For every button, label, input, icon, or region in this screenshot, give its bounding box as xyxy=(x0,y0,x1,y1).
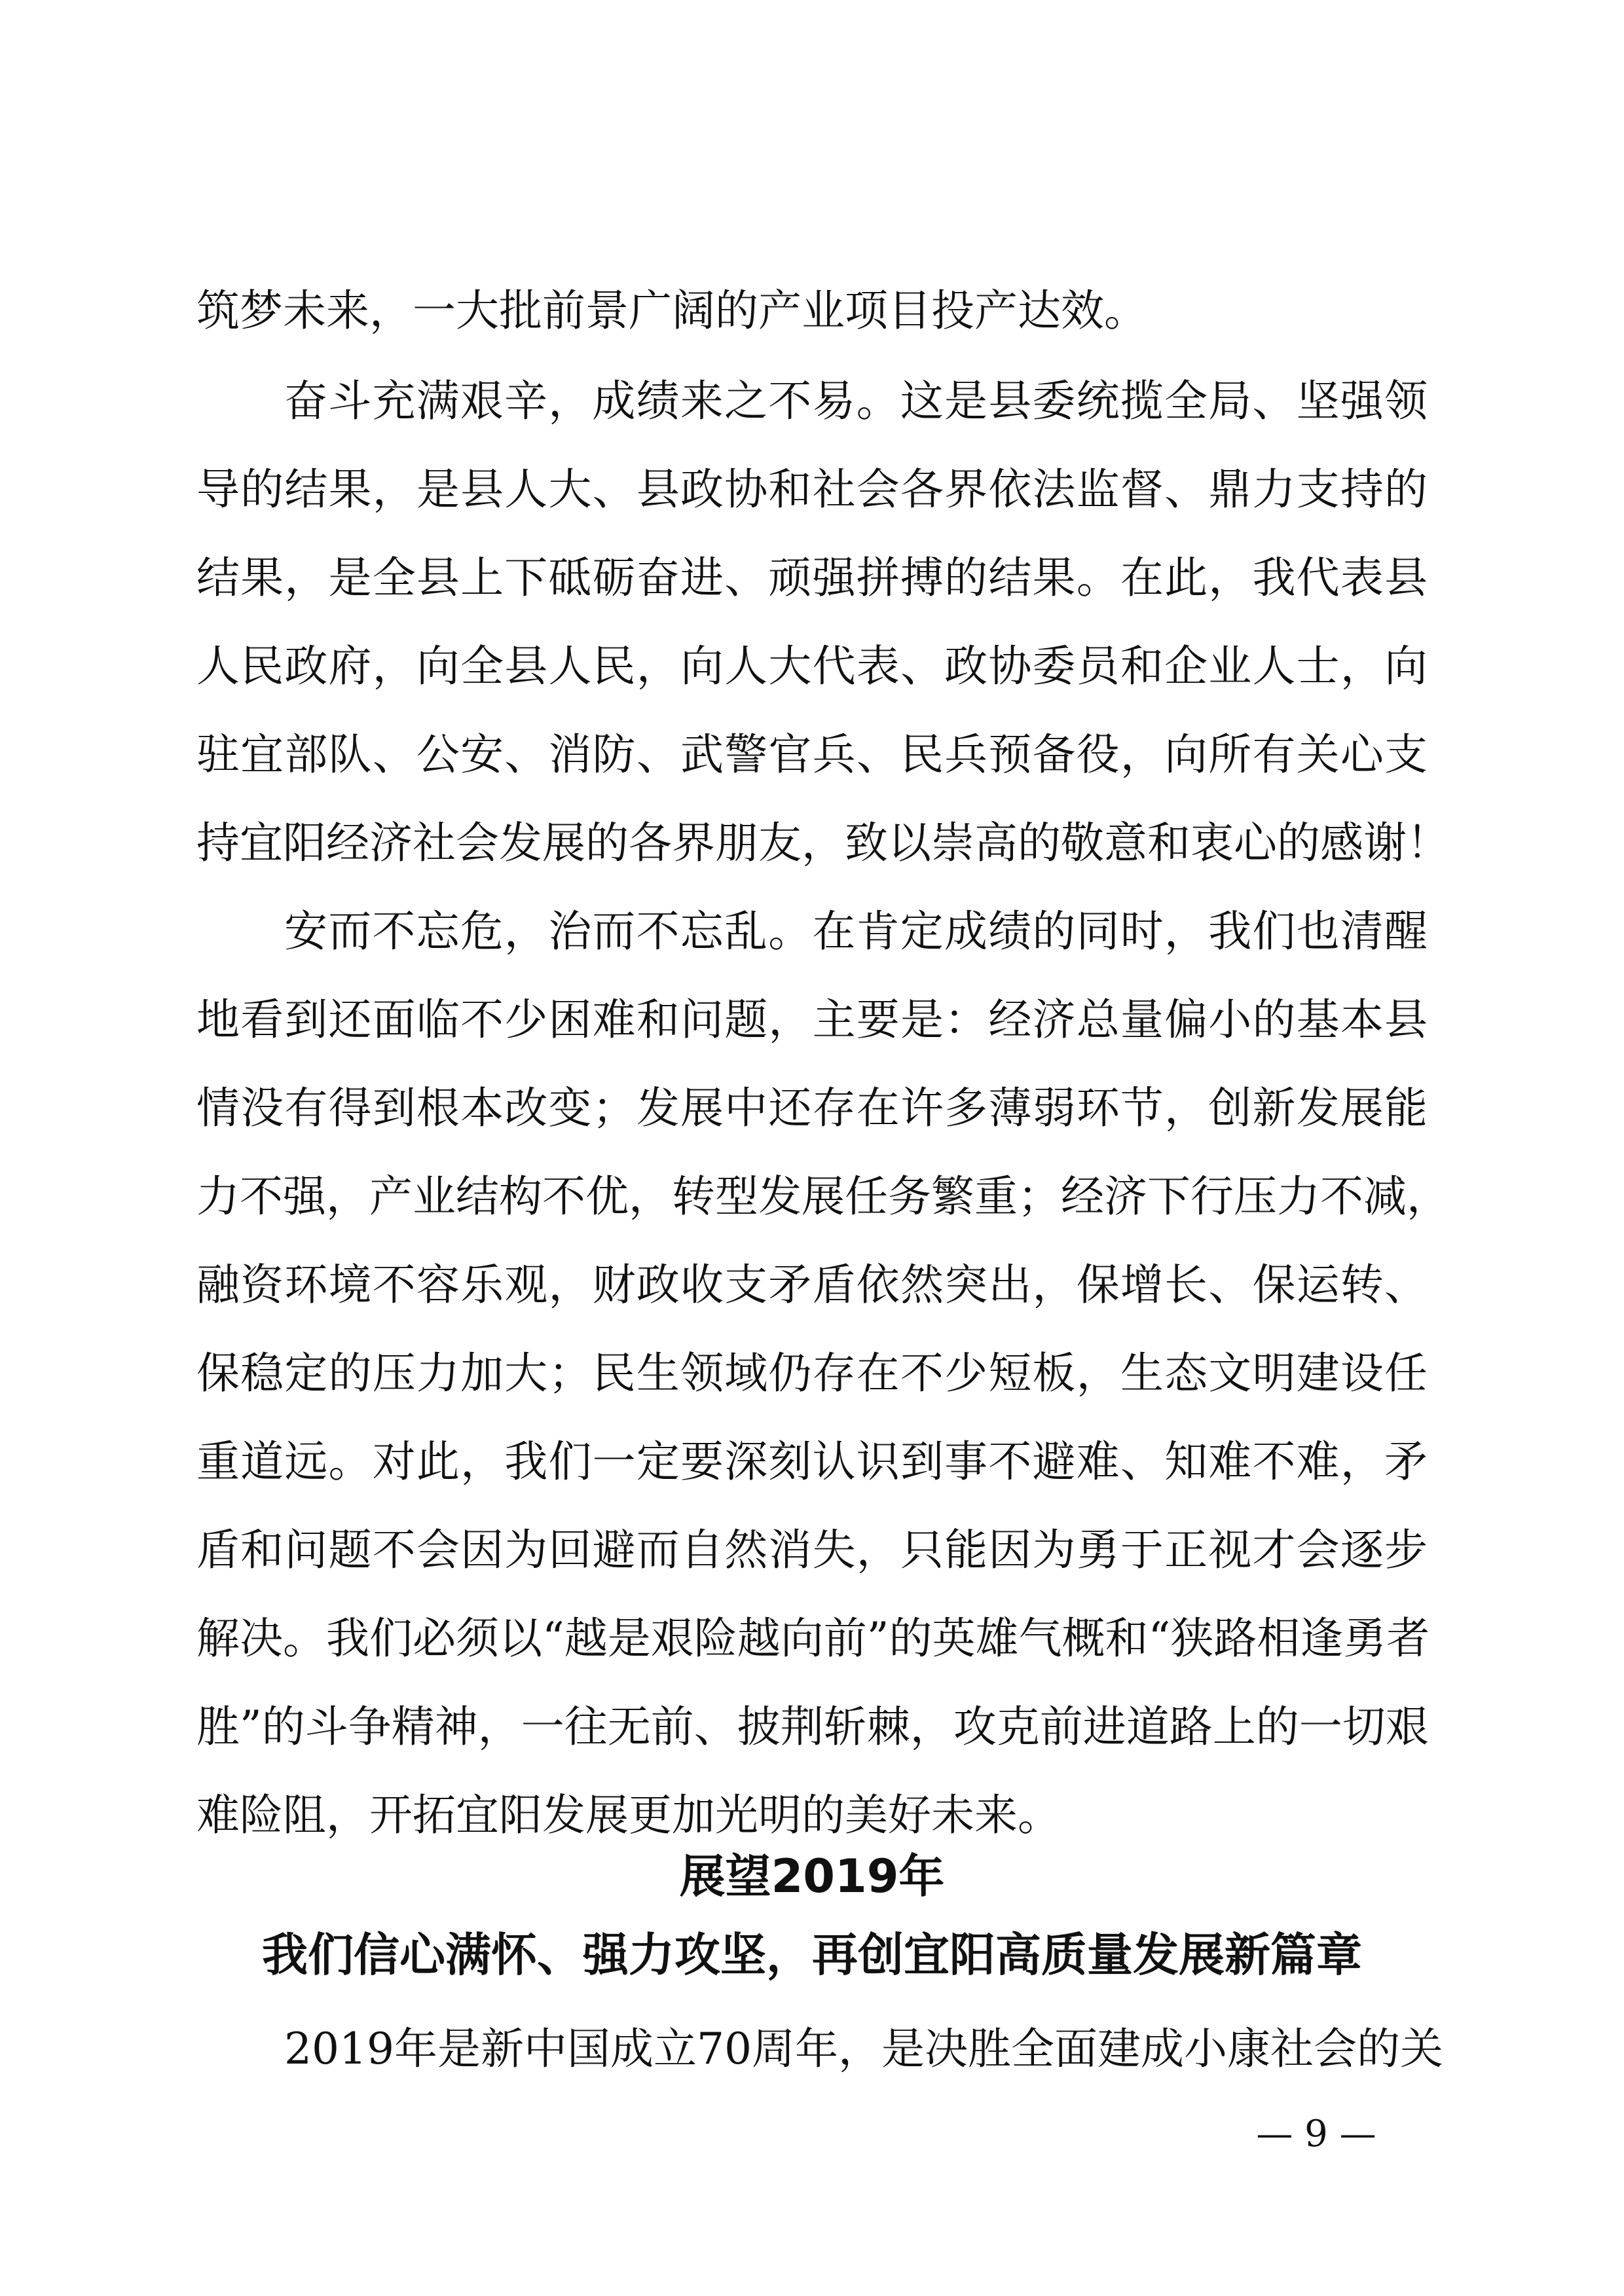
paragraph-3-line-3: 情没有得到根本改变；发展中还存在许多薄弱环节，创新发展能 xyxy=(196,1083,1428,1133)
paragraph-1-line-1: 筑梦未来，一大批前景广阔的产业项目投产达效。 xyxy=(196,285,1147,336)
paragraph-2-line-4: 人民政府，向全县人民，向人大代表、政协委员和企业人士，向 xyxy=(196,641,1428,691)
paragraph-3-line-7: 重道远。对此，我们一定要深刻认识到事不避难、知难不难，矛 xyxy=(196,1436,1428,1487)
paragraph-3-line-2: 地看到还面临不少困难和问题，主要是：经济总量偏小的基本县 xyxy=(196,994,1428,1045)
paragraph-3-line-9: 解决。我们必须以“越是艰险越向前”的英雄气概和“狭路相逢勇者 xyxy=(196,1613,1430,1664)
paragraph-3-line-10: 胜”的斗争精神，一往无前、披荆斩棘，攻克前进道路上的一切艰 xyxy=(196,1702,1429,1752)
paragraph-3-line-8: 盾和问题不会因为回避而自然消失，只能因为勇于正视才会逐步 xyxy=(196,1525,1428,1575)
paragraph-3-line-5: 融资环境不容乐观，财政收支矛盾依然突出，保增长、保运转、 xyxy=(196,1260,1428,1310)
page-number: — 9 — xyxy=(1256,2113,1376,2155)
closing-paragraph-line-1: 2019年是新中国成立70周年，是决胜全面建成小康社会的关 xyxy=(284,2024,1443,2074)
paragraph-2-line-5: 驻宜部队、公安、消防、武警官兵、民兵预备役，向所有关心支 xyxy=(196,729,1428,780)
paragraph-3-line-1: 安而不忘危，治而不忘乱。在肯定成绩的同时，我们也清醒 xyxy=(284,906,1428,957)
paragraph-2-line-1: 奋斗充满艰辛，成绩来之不易。这是县委统揽全局、坚强领 xyxy=(284,376,1428,426)
paragraph-3-line-4: 力不强，产业结构不优，转型发展任务繁重；经济下行压力不减， xyxy=(196,1171,1450,1222)
paragraph-3-line-6: 保稳定的压力加大；民生领域仍存在不少短板，生态文明建设任 xyxy=(196,1348,1428,1398)
paragraph-2-line-3: 结果，是全县上下砥砺奋进、顽强拼搏的结果。在此，我代表县 xyxy=(196,553,1428,603)
paragraph-2-line-2: 导的结果，是县人大、县政协和社会各界依法监督、鼎力支持的 xyxy=(196,464,1428,515)
paragraph-2-line-6: 持宜阳经济社会发展的各界朋友，致以崇高的敬意和衷心的感谢！ xyxy=(196,818,1450,868)
section-heading-line-1: 展望2019年 xyxy=(679,1850,945,1903)
paragraph-3-line-11: 难险阻，开拓宜阳发展更加光明的美好未来。 xyxy=(196,1790,1061,1840)
section-heading-line-2: 我们信心满怀、强力攻坚，再创宜阳高质量发展新篇章 xyxy=(262,1928,1362,1982)
